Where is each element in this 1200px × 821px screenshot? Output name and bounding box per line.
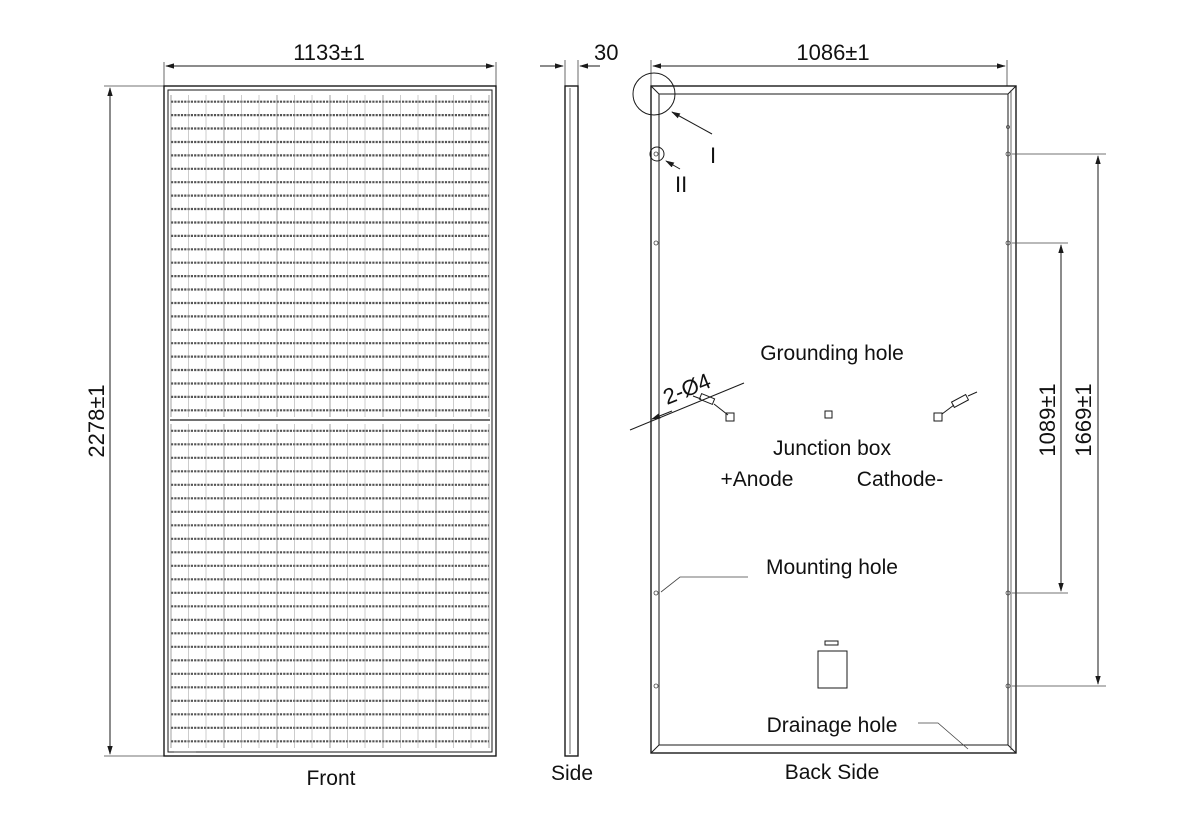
- side-hole-left-1: [654, 241, 658, 245]
- mounting-hole-leader: [661, 577, 748, 592]
- back-caption: Back Side: [784, 761, 880, 784]
- nameplate-tab: [825, 641, 838, 645]
- back-view: [630, 40, 1106, 784]
- junction-box: [825, 411, 832, 418]
- grounding-hole-label: Grounding hole: [760, 342, 904, 365]
- side-thickness-dim: 30: [594, 40, 619, 65]
- front-caption: Front: [306, 767, 356, 790]
- frame-corner-tr: [1008, 86, 1016, 94]
- detail-2-label: II: [675, 172, 688, 197]
- side-hole-left-2: [654, 684, 658, 688]
- side-profile: [565, 86, 578, 756]
- mounting-hole-label: Mounting hole: [766, 556, 898, 579]
- drainage-hole-label: Drainage hole: [766, 714, 898, 737]
- anode-label: +Anode: [720, 468, 794, 491]
- detail-1-label: I: [710, 143, 717, 168]
- cathode-box-terminal: [934, 413, 942, 421]
- detail-circle-2: [650, 147, 664, 161]
- hole-dim-label: 2-Ø4: [659, 368, 715, 410]
- back-frame-inner: [659, 94, 1008, 745]
- side-caption: Side: [550, 762, 594, 785]
- front-cell-grid: [171, 95, 489, 748]
- detail-1-leader: [672, 112, 712, 134]
- front-view: [84, 40, 496, 790]
- frame-corner-tl: [651, 86, 659, 94]
- anode-cable: [693, 394, 734, 421]
- mount-spacing-dim: 1089±1: [1035, 383, 1060, 457]
- grounding-hole-left: [654, 152, 658, 156]
- back-width-dim: 1086±1: [796, 40, 870, 65]
- back-frame-outer: [651, 86, 1016, 753]
- cathode-label: Cathode-: [856, 468, 944, 491]
- nameplate: [818, 651, 847, 688]
- cathode-cable: [934, 392, 977, 421]
- mounting-hole-left: [654, 591, 658, 595]
- side-view: [540, 40, 618, 785]
- frame-corner-bl: [651, 745, 659, 753]
- hole-dim-arrow: [652, 411, 672, 419]
- front-width-dim: 1133±1: [293, 40, 365, 65]
- junction-box-label: Junction box: [773, 437, 891, 460]
- detail-2-leader: [666, 161, 680, 169]
- front-height-dim: 2278±1: [84, 384, 109, 458]
- outer-spacing-dim: 1669±1: [1071, 383, 1096, 457]
- frame-corner-br: [1008, 745, 1016, 753]
